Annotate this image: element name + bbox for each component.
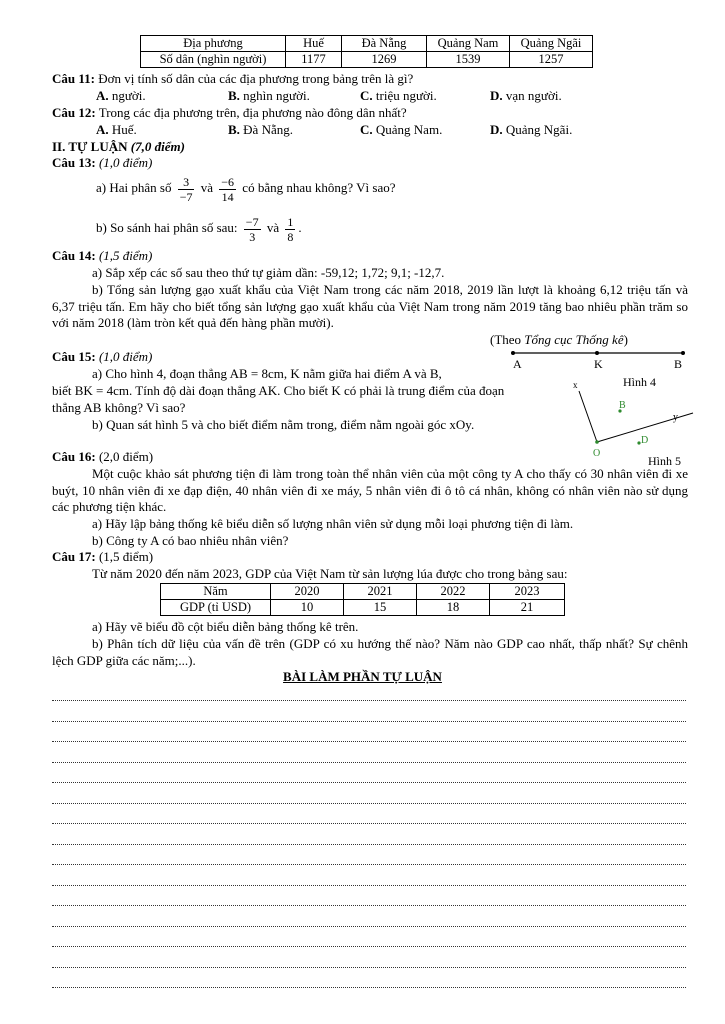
answer-line[interactable] — [52, 803, 686, 804]
q16-part-a: a) Hãy lập bảng thống kê biểu diễn số lượng nhân viên sử dụng mỗi loại phương tiện đi làm. — [92, 516, 574, 531]
question-label: Câu 12: — [52, 105, 96, 120]
question-12 — [52, 105, 407, 121]
fraction: $\frac{-7}{3}$ — [245, 214, 259, 244]
q17-intro: Từ năm 2020 đến năm 2023, GDP của Việt Nam từ sản lượng lúa được cho trong bảng sau: — [92, 566, 568, 581]
question-16: Câu 16: (2,0 điểm) — [52, 449, 154, 464]
question-text: Trong các địa phương trên, địa phương nào đông dân nhất? — [98, 105, 407, 120]
fraction: $\frac{3}{-7}$ — [179, 174, 193, 204]
ray-ox — [579, 391, 597, 442]
table-row — [161, 600, 565, 616]
question-label: Câu 11: — [52, 71, 95, 86]
q11-option-b[interactable]: B. nghìn người. — [228, 88, 310, 103]
label-d: D — [641, 435, 649, 446]
answer-line[interactable] — [52, 700, 686, 701]
answer-line[interactable] — [52, 926, 686, 927]
answer-title: BÀI LÀM PHẦN TỰ LUẬN — [283, 669, 442, 684]
table-cell: 21 — [490, 600, 565, 616]
q15-part-a-line3: thẳng AB không? Vì sao? — [52, 400, 186, 415]
table-cell: 15 — [344, 600, 417, 616]
label-b: B — [619, 400, 626, 411]
label-b: B — [674, 357, 683, 371]
answer-line[interactable] — [52, 864, 686, 865]
q12-option-a[interactable]: A. Huế. — [96, 122, 137, 137]
table-cell: Quảng Nam — [427, 36, 510, 52]
table-row — [141, 52, 593, 68]
population-table — [140, 35, 593, 68]
question-17: Câu 17: (1,5 điểm) — [52, 549, 154, 564]
point-b — [681, 351, 685, 355]
figure-caption: Hình 4 — [623, 375, 656, 389]
q15-part-a-line2: biết BK = 4cm. Tính độ dài đoạn thẳng AK. Cho biết K có phải là trung điểm của đoạn — [52, 383, 505, 398]
label-x: x — [573, 380, 578, 390]
answer-line[interactable] — [52, 946, 686, 947]
q17-part-b: b) Phân tích dữ liệu của vấn đề trên (GDP có xu hướng thế nào? Năm nào GDP cao nhất, thấp nhất? Sự chênh lệch GDP giữa các năm;...). — [52, 636, 688, 668]
table-cell: 2023 — [490, 584, 565, 600]
point-o — [595, 440, 599, 444]
table-cell: Quảng Ngãi — [510, 36, 593, 52]
question-11 — [52, 71, 413, 87]
q13-part-a: a) Hai phân số $\frac{3}{-7}$ và $\frac{-6}{14}$ có bằng nhau không? Vì sao? — [96, 174, 396, 204]
fraction: $\frac{1}{8}$ — [287, 214, 294, 244]
table-cell: Năm — [161, 584, 271, 600]
table-cell: 18 — [417, 600, 490, 616]
answer-line[interactable] — [52, 762, 686, 763]
q13-part-b: b) So sánh hai phân số sau: $\frac{-7}{3}$ và $\frac{1}{8}$ . — [96, 214, 302, 244]
q14-source: (Theo Tổng cục Thống kê) — [490, 332, 628, 347]
section-title: II. TỰ LUẬN (7,0 điểm) — [52, 139, 185, 154]
table-cell: 2022 — [417, 584, 490, 600]
answer-line[interactable] — [52, 987, 686, 988]
answer-line[interactable] — [52, 905, 686, 906]
table-cell: Đà Nẵng — [342, 36, 427, 52]
q12-option-c[interactable]: C. Quảng Nam. — [360, 122, 443, 137]
question-15: Câu 15: (1,0 điểm) — [52, 349, 153, 364]
table-cell: Số dân (nghìn người) — [141, 52, 286, 68]
q17-part-a: a) Hãy vẽ biểu đồ cột biểu diễn bảng thống kê trên. — [92, 619, 359, 634]
table-header-row — [141, 36, 593, 52]
q11-option-a[interactable]: A. người. — [96, 88, 146, 103]
answer-line[interactable] — [52, 967, 686, 968]
table-cell: Địa phương — [141, 36, 286, 52]
label-o: O — [593, 448, 601, 459]
q15-part-a-line1: a) Cho hình 4, đoạn thẳng AB = 8cm, K nằm giữa hai điểm A và B, — [92, 366, 442, 381]
table-cell: 1269 — [342, 52, 427, 68]
label-k: K — [594, 357, 603, 371]
q14-part-a: a) Sắp xếp các số sau theo thứ tự giảm dần: -59,12; 1,72; 9,1; -12,7. — [92, 265, 445, 280]
answer-line[interactable] — [52, 721, 686, 722]
table-cell: GDP (tỉ USD) — [161, 600, 271, 616]
q14-part-b: b) Tổng sản lượng gạo xuất khẩu của Việt Nam trong các năm 2018, 2019 lần lượt là khoảng 6,12 triệu tấn và 6,37 triệu tấn. Em hãy cho biết tổng sản lượng gạo xuất khẩu của Việt Nam trong năm 2019 tăng bao nhiêu phần trăm so với năm 2018 (làm tròn kết quả đến hàng phần mười). — [52, 282, 688, 330]
answer-line[interactable] — [52, 782, 686, 783]
table-header-row — [161, 584, 565, 600]
table-cell: 1177 — [286, 52, 342, 68]
figure-5 — [565, 375, 695, 470]
label-a: A — [513, 357, 522, 371]
question-13: Câu 13: (1,0 điểm) — [52, 155, 153, 170]
question-text: Đơn vị tính số dân của các địa phương trong bảng trên là gì? — [98, 71, 414, 86]
table-cell: 10 — [271, 600, 344, 616]
q11-option-d[interactable]: D. vạn người. — [490, 88, 562, 103]
q11-option-c[interactable]: C. triệu người. — [360, 88, 437, 103]
q16-part-b: b) Công ty A có bao nhiêu nhân viên? — [92, 533, 289, 548]
figure-caption: Hình 5 — [648, 454, 681, 468]
point-k — [595, 351, 599, 355]
answer-line[interactable] — [52, 885, 686, 886]
table-cell: 1257 — [510, 52, 593, 68]
answer-line[interactable] — [52, 844, 686, 845]
answer-line[interactable] — [52, 823, 686, 824]
label-y: y — [673, 412, 678, 423]
question-14: Câu 14: (1,5 điểm) — [52, 248, 153, 263]
fraction: $\frac{-6}{14}$ — [221, 174, 235, 204]
gdp-table — [160, 583, 565, 616]
table-cell: Huế — [286, 36, 342, 52]
q12-option-b[interactable]: B. Đà Nẵng. — [228, 122, 293, 137]
q12-option-d[interactable]: D. Quảng Ngãi. — [490, 122, 573, 137]
answer-line[interactable] — [52, 741, 686, 742]
q16-intro: Một cuộc khảo sát phương tiện đi làm trong toàn thể nhân viên của một công ty A cho thấy có 30 nhân viên đi xe buýt, 10 nhân viên đi xe đạp điện, 40 nhân viên đi xe máy, 5 nhân viên đi ô tô cá nhân, không có nhân viên nào sử dụng các phương tiện khác. — [52, 466, 688, 514]
q15-part-b: b) Quan sát hình 5 và cho biết điểm nằm trong, điểm nằm ngoài góc xOy. — [92, 417, 475, 432]
point-a — [511, 351, 515, 355]
table-cell: 1539 — [427, 52, 510, 68]
table-cell: 2020 — [271, 584, 344, 600]
table-cell: 2021 — [344, 584, 417, 600]
